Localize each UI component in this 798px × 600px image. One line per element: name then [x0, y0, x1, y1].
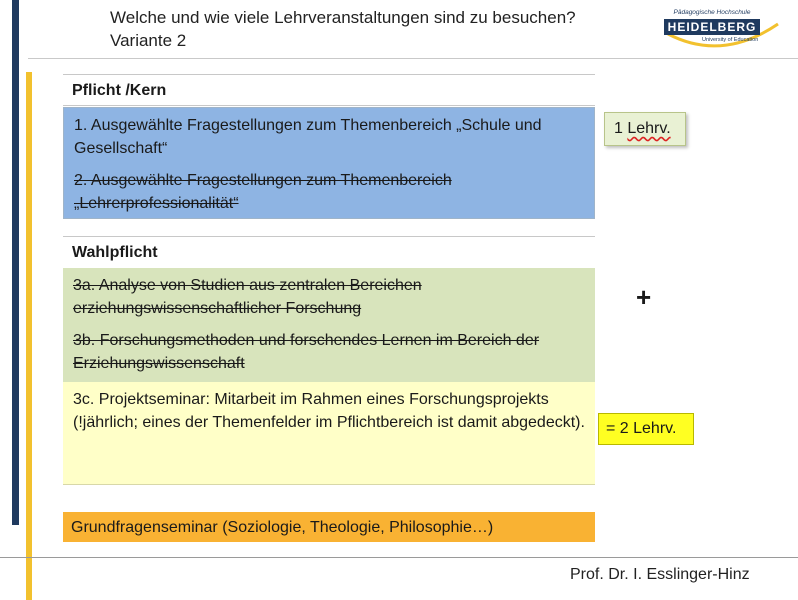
divider [63, 105, 595, 106]
wahlpflicht-item-3c-note: (!jährlich; eines der Themenfelder im Pflichtbereich ist damit abgedeckt). [73, 414, 585, 431]
slide-title-line2: Variante 2 [110, 31, 187, 50]
wahlpflicht-item-3c: 3c. Projektseminar: Mitarbeit im Rahmen eines Forschungsprojekts [73, 391, 549, 408]
university-logo [662, 6, 780, 52]
wahlpflicht-item-3a: 3a. Analyse von Studien aus zentralen Bereichen erziehungswissenschaftlicher Forschung [73, 277, 422, 317]
callout-one-word: Lehrv. [627, 120, 671, 137]
callout-one-number: 1 [614, 120, 623, 137]
header-divider [28, 58, 798, 59]
logo-line3: University of Education [702, 37, 759, 43]
wahlpflicht-item-3b: 3b. Forschungsmethoden und forschendes Lernen im Bereich der Erziehungswissenschaft [73, 332, 540, 372]
left-gold-bar [26, 72, 32, 600]
left-navy-bar [12, 0, 19, 525]
callout-two-courses: = 2 Lehrv. [598, 413, 694, 445]
wahlpflicht-heading: Wahlpflicht [72, 244, 158, 261]
slide-title [110, 6, 576, 52]
divider [63, 236, 595, 237]
wahlpflicht-struck-box [63, 268, 595, 382]
logo-line2: HEIDELBERG [664, 19, 760, 35]
pflicht-item-2: 2. Ausgewählte Fragestellungen zum Themenbereich „Lehrerprofessionalität“ [74, 172, 452, 212]
pflicht-item-1: 1. Ausgewählte Fragestellungen zum Themenbereich „Schule und Gesellschaft“ [74, 117, 542, 157]
grundfragen-box: Grundfragenseminar (Soziologie, Theologie, Philosophie…) [63, 512, 595, 542]
logo-line1: Pädagogische Hochschule [673, 9, 751, 16]
divider [63, 74, 595, 75]
pflicht-heading: Pflicht /Kern [72, 82, 167, 99]
pflicht-box [63, 107, 595, 219]
wahlpflicht-3c-box [63, 382, 595, 485]
callout-one-course [604, 112, 686, 146]
slide-title-line1: Welche und wie viele Lehrveranstaltungen sind zu besuchen? [110, 8, 576, 27]
footer-divider [0, 557, 798, 558]
plus-sign: + [636, 282, 652, 312]
author-footer: Prof. Dr. I. Esslinger-Hinz [570, 566, 750, 583]
